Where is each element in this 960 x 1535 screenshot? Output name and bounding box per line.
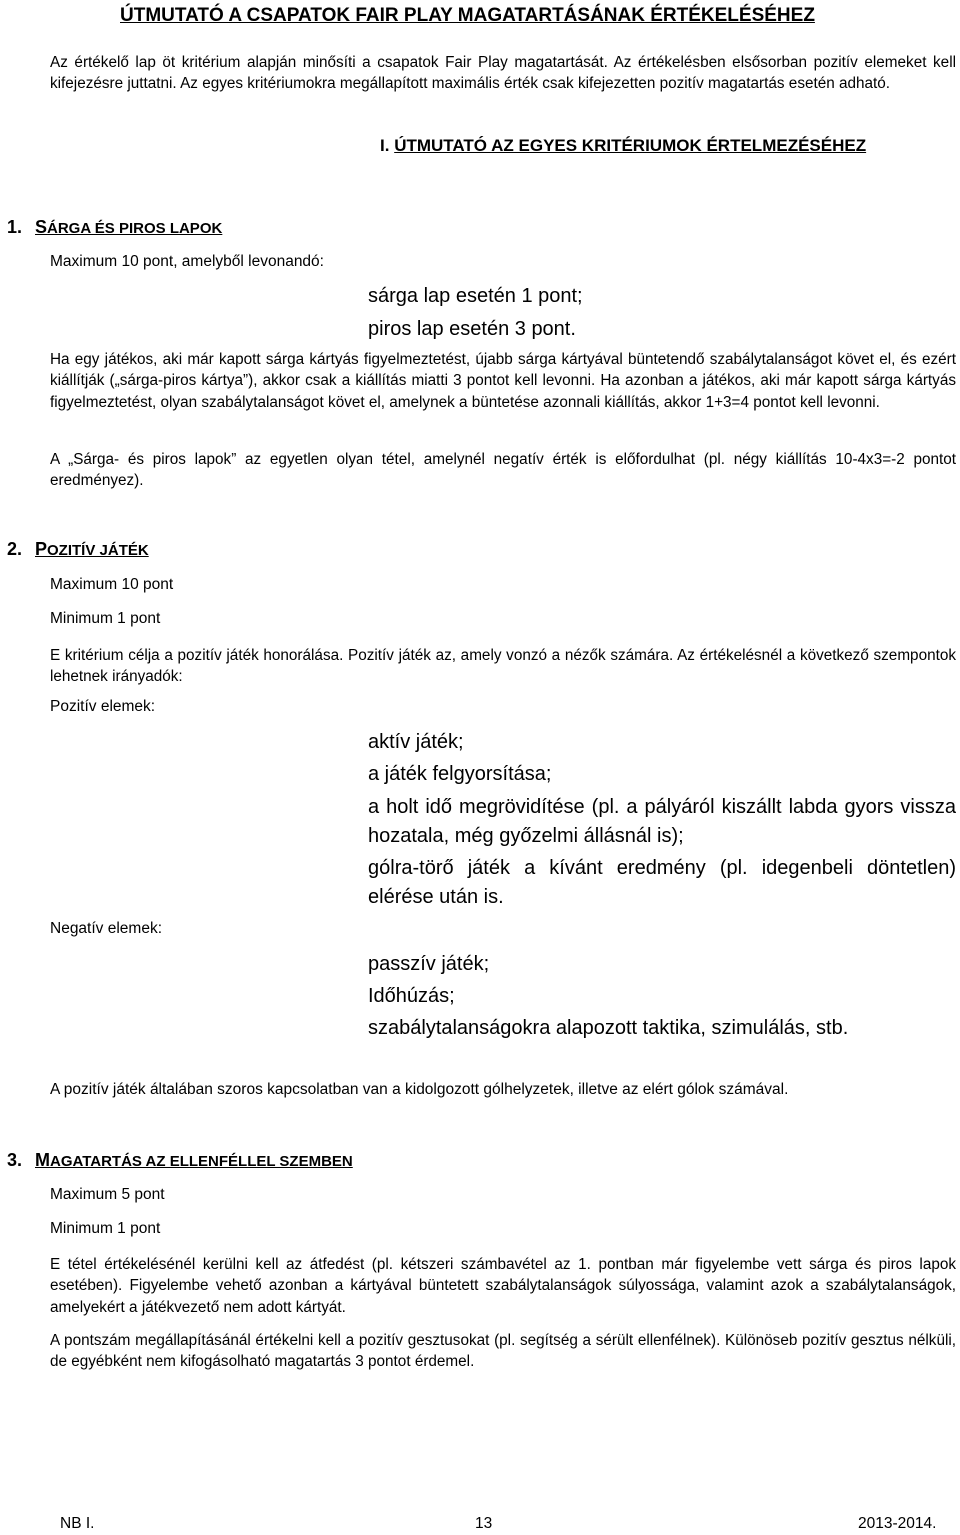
section-heading-text: ÚTMUTATÓ AZ EGYES KRITÉRIUMOK ÉRTELMEZÉSÉHEZ — [394, 136, 867, 155]
s3-heading-rest: AGATARTÁS AZ ELLENFÉLLEL SZEMBEN — [50, 1153, 353, 1170]
footer-league: NB I. — [60, 1515, 95, 1532]
s3-heading — [35, 1150, 353, 1171]
s2-paragraph-2: A pozitív játék általában szoros kapcsolatban van a kidolgozott gólhelyzetek, illetve az elért gólok számával. — [50, 1081, 789, 1098]
s2-heading — [35, 539, 149, 560]
s1-paragraph-2: A „Sárga- és piros lapok” az egyetlen olyan tétel, amelynél negatív érték is előfordulhat (pl. négy kiállítás 10-4x3=-2 pontot eredményez). — [50, 451, 956, 490]
s2-negative-item-2: Időhúzás; — [368, 985, 455, 1007]
footer-season: 2013-2014. — [858, 1515, 937, 1532]
s3-heading-first: M — [35, 1150, 50, 1170]
s3-number: 3. — [7, 1150, 23, 1170]
s2-min: Minimum 1 pont — [50, 610, 161, 627]
s3-paragraph-1: E tétel értékelésénél kerülni kell az átfedést (pl. kétszeri számbavétel az 1. pontban már figyelembe vett sárga és piros lapok esetében). Figyelembe vehető azonban a kártyával büntetett szabálytalanságok súlyossága, valamint azok a szabálytalanságok, amelyekért a játékvezető nem adott kártyát. — [50, 1256, 956, 1316]
footer-page-number: 13 — [475, 1515, 493, 1532]
s2-heading-first: P — [35, 539, 48, 559]
s2-positive-item-1: aktív játék; — [368, 731, 464, 753]
s2-heading-rest: OZITÍV JÁTÉK — [47, 542, 149, 559]
s1-heading-rest: ÁRGA ÉS PIROS LAPOK — [47, 220, 223, 237]
s2-positive-label: Pozitív elemek: — [50, 698, 156, 715]
s1-item-2: piros lap esetén 3 pont. — [368, 318, 576, 340]
s2-negative-label: Negatív elemek: — [50, 920, 162, 937]
section-heading — [380, 136, 866, 156]
s2-negative-item-3: szabálytalanságokra alapozott taktika, szimulálás, stb. — [368, 1017, 849, 1039]
s1-max: Maximum 10 pont, amelyből levonandó: — [50, 253, 324, 270]
s3-min: Minimum 1 pont — [50, 1220, 161, 1237]
s2-positive-item-4: gólra-törő játék a kívánt eredmény (pl. idegenbeli döntetlen) elérése után is. — [368, 857, 956, 908]
s1-heading-first: S — [35, 217, 48, 237]
section-heading-number: I. — [380, 136, 390, 155]
s3-paragraph-2: A pontszám megállapításánál értékelni kell a pozitív gesztusokat (pl. segítség a sérült ellenfélnek). Különöseb pozitív gesztus nélküli, de egyébként nem kifogásolható magatartás 3 pontot érdemel. — [50, 1332, 956, 1371]
s1-item-1: sárga lap esetén 1 pont; — [368, 285, 583, 307]
s2-positive-item-2: a játék felgyorsítása; — [368, 763, 552, 785]
intro-paragraph: Az értékelő lap öt kritérium alapján minősíti a csapatok Fair Play magatartását. Az értékelésben elsősorban pozitív elemeket kell kifejezésre juttatni. Az egyes kritériumokra megállapított maximális érték csak kifejezetten pozitív magatartás esetén adható. — [50, 54, 956, 93]
s2-number: 2. — [7, 539, 23, 559]
s2-max: Maximum 10 pont — [50, 576, 174, 593]
s2-negative-item-1: passzív játék; — [368, 953, 490, 975]
s1-number: 1. — [7, 217, 23, 237]
s1-paragraph-1: Ha egy játékos, aki már kapott sárga kártyás figyelmeztetést, újabb sárga kártyával büntetendő szabálytalanságot követ el, és ezért kiállítják („sárga-piros kártya”), akkor csak a kiállítás miatti 3 pontot kell levonni. Ha azonban a játékos, aki már kapott sárga kártyás figyelmeztetést, olyan szabálytalanságot követ el, amelynek a büntetése azonnali kiállítás, akkor 1+3=4 pontot kell levonni. — [50, 351, 956, 411]
s3-max: Maximum 5 pont — [50, 1186, 165, 1203]
s2-paragraph-1: E kritérium célja a pozitív játék honorálása. Pozitív játék az, amely vonzó a nézők számára. Az értékelésnél a következő szempontok lehetnek irányadók: — [50, 647, 956, 686]
s1-heading — [35, 217, 222, 238]
document-title: ÚTMUTATÓ A CSAPATOK FAIR PLAY MAGATARTÁSÁNAK ÉRTÉKELÉSÉHEZ — [120, 5, 815, 26]
s2-positive-item-3: a holt idő megrövidítése (pl. a pályáról kiszállt labda gyors vissza hozatala, még győzelmi állásnál is); — [368, 796, 956, 847]
